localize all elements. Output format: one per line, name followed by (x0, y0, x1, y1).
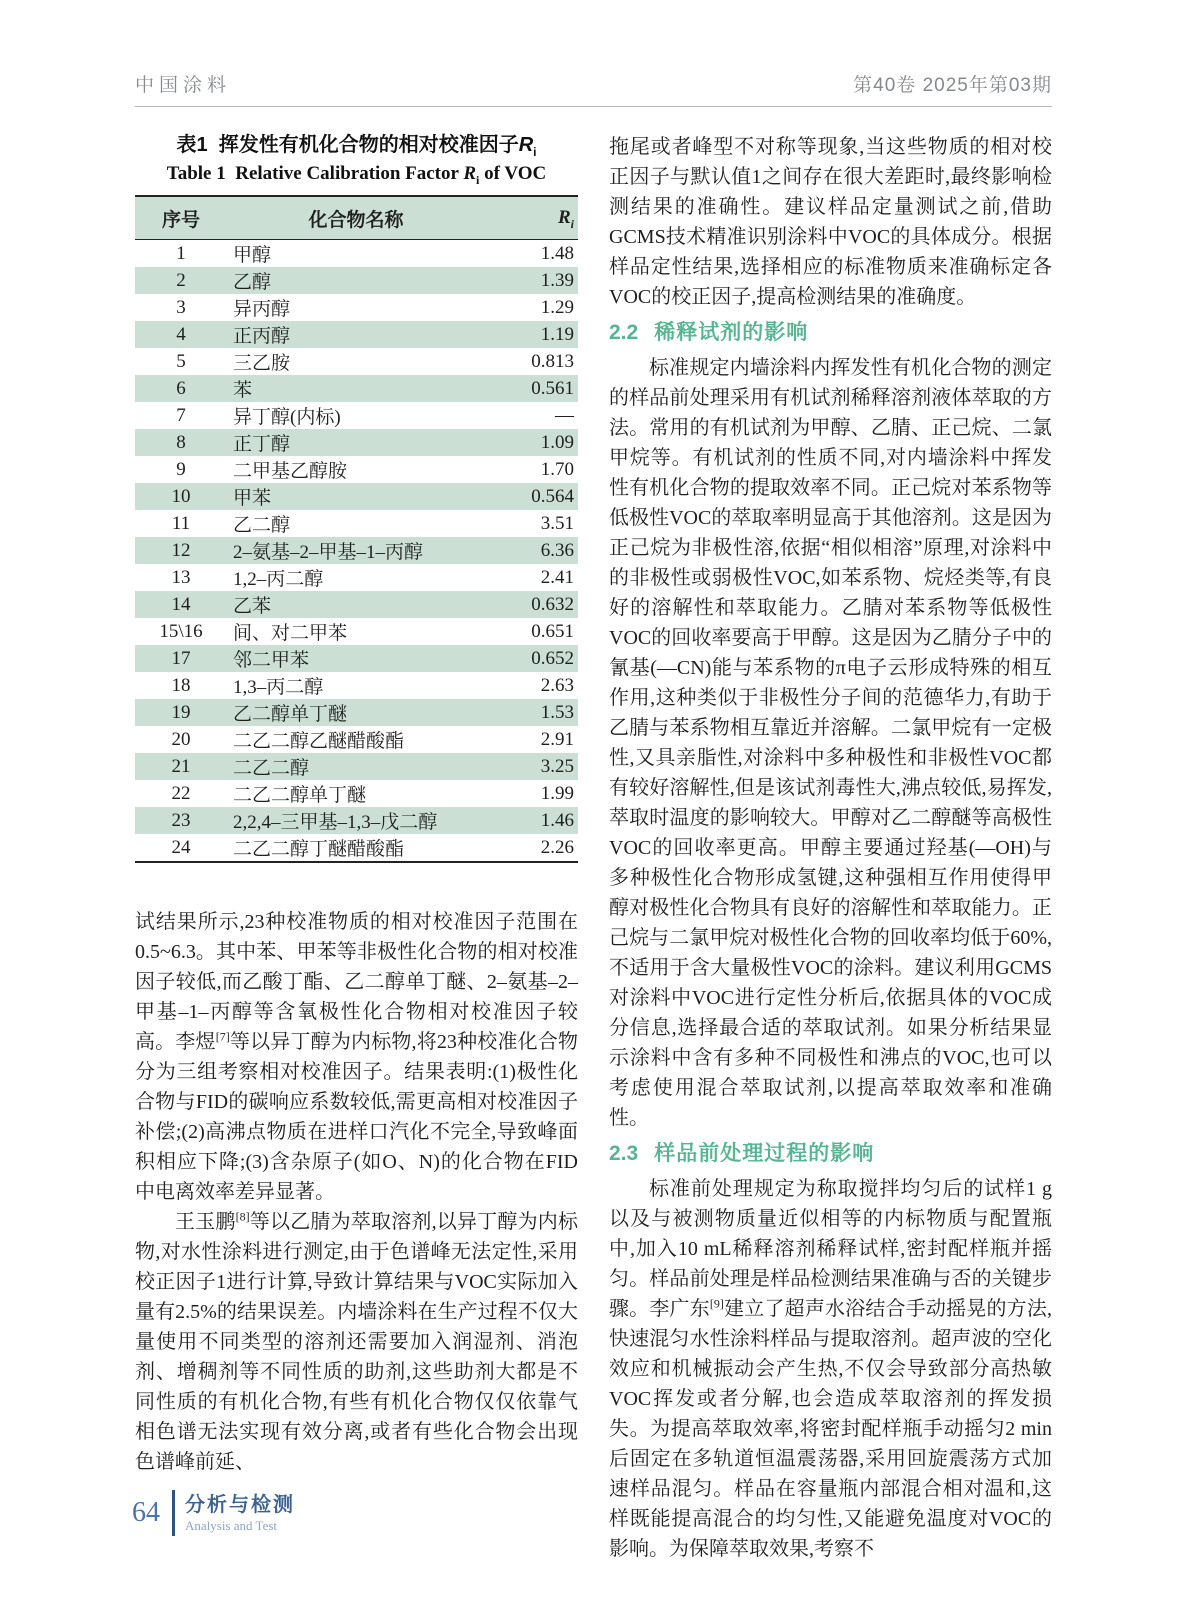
table-row (135, 510, 578, 537)
page-number: 64 (132, 1497, 160, 1528)
cell-name: 乙二醇单丁醚 (233, 704, 348, 725)
cell-name: 乙醇 (233, 272, 272, 293)
cell-name: 二乙二醇丁醚醋酸酯 (233, 839, 405, 860)
cell-ri: 2.91 (540, 728, 574, 750)
footer-column-info (185, 1494, 295, 1533)
cell-no: 23 (171, 809, 191, 831)
table-row (135, 834, 578, 862)
table-row (135, 429, 578, 456)
table-row (135, 402, 578, 429)
table-caption-zh (135, 132, 578, 158)
cell-name: 间、对二甲苯 (233, 623, 348, 644)
col-header-ri-symbol: R (557, 207, 571, 228)
cell-name: 异丁醇(内标) (233, 407, 341, 428)
table-row (135, 348, 578, 375)
cell-no: 3 (176, 296, 186, 318)
cell-name: 二乙二醇乙醚醋酸酯 (233, 731, 405, 752)
cell-ri: 1.09 (540, 431, 574, 453)
cell-no: 15\16 (159, 620, 203, 642)
cell-no: 20 (171, 728, 191, 750)
footer-divider-bar (172, 1490, 175, 1536)
table-header-row (135, 196, 578, 240)
cell-no: 18 (171, 674, 191, 696)
cell-name: 二乙二醇 (233, 758, 310, 779)
table-row (135, 456, 578, 483)
cell-no: 12 (171, 539, 191, 561)
cell-name: 苯 (233, 380, 253, 401)
cell-ri: 1.53 (540, 701, 574, 723)
cell-ri: 0.651 (531, 620, 574, 642)
journal-name: 中国涂料 (135, 75, 232, 96)
symbol-R: R (518, 134, 534, 156)
cell-no: 13 (171, 566, 191, 588)
cell-ri: 3.25 (540, 755, 574, 777)
section-2-3-title: 样品前处理过程的影响 (654, 1142, 875, 1165)
cell-no: 14 (171, 593, 191, 615)
cell-ri: — (555, 404, 574, 426)
cell-no: 1 (176, 242, 186, 264)
col-header-ri-sub: i (570, 216, 574, 231)
cell-ri: 0.632 (531, 593, 574, 615)
section-2-2-title: 稀释试剂的影响 (654, 321, 809, 344)
table-row (135, 591, 578, 618)
cell-ri: 2.41 (540, 566, 574, 588)
cell-ri: 1.99 (540, 782, 574, 804)
col-header-no: 序号 (135, 196, 227, 240)
table-caption-en-text: Table 1 Relative Calibration Factor (166, 163, 464, 184)
table-row (135, 294, 578, 321)
section-heading-2-2 (609, 317, 1052, 349)
table-row (135, 672, 578, 699)
table-row (135, 726, 578, 753)
table-row (135, 375, 578, 402)
cell-no: 24 (171, 836, 191, 858)
cell-ri: 0.564 (531, 485, 574, 507)
col-header-name: 化合物名称 (227, 196, 485, 240)
cell-no: 6 (176, 377, 186, 399)
cell-ri: 2.63 (540, 674, 574, 696)
cell-no: 21 (171, 755, 191, 777)
right-paragraph-3: 标准前处理规定为称取搅拌均匀后的试样1 g以及与被测物质量近似相等的内标物质与配置瓶中,加入10 mL稀释溶剂稀释试样,密封配样瓶并摇匀。样品前处理是样品检测结果准确与否的关键步骤。李广东[9]建立了超声水浴结合手动摇晃的方法,快速混匀水性涂料样品与提取溶剂。超声波的空化效应和机械振动会产生热,不仅会导致部分高热敏VOC挥发或者分解,也会造成萃取溶剂的挥发损失。为提高萃取效率,将密封配样瓶手动摇匀2 min后固定在多轨道恒温震荡器,采用回旋震荡方式加速样品混匀。样品在容量瓶内部混合相对温和,这样既能提高混合的均匀性,又能避免温度对VOC的影响。为保障萃取效果,考察不 (609, 1178, 1053, 1560)
cell-no: 22 (171, 782, 191, 804)
table-row (135, 699, 578, 726)
left-paragraph-1: 试结果所示,23种校准物质的相对校准因子范围在0.5~6.3。其中苯、甲苯等非极性化合物的相对校准因子较低,而乙酸丁酯、乙二醇单丁醚、2–氨基–2–甲基–1–丙醇等含氧极性化合物相对校准因子较高。李煜[7]等以异丁醇为内标物,将23种校准化合物分为三组考察相对校准因子。结果表明:(1)极性化合物与FID的碳响应系数较低,需更高相对校准因子补偿;(2)高沸点物质在进样口汽化不完全,导致峰面积相应下降;(3)含杂原子(如O、N)的化合物在FID中电离效率差异显著。 (135, 911, 579, 1203)
table-row (135, 483, 578, 510)
cell-ri: 1.39 (540, 269, 574, 291)
table-row (135, 618, 578, 645)
section-2-3-number: 2.3 (609, 1142, 639, 1165)
cell-no: 19 (171, 701, 191, 723)
cell-name: 三乙胺 (233, 353, 291, 374)
left-column (135, 132, 578, 1564)
cell-ri: 6.36 (540, 539, 574, 561)
cell-no: 7 (176, 404, 186, 426)
cell-no: 8 (176, 431, 186, 453)
table-row (135, 537, 578, 564)
footer-section-zh: 分析与检测 (185, 1493, 295, 1516)
cell-no: 10 (171, 485, 191, 507)
cell-no: 17 (171, 647, 191, 669)
table-row (135, 807, 578, 834)
cell-name: 乙二醇 (233, 515, 291, 536)
running-head (135, 70, 1052, 107)
table-caption-en-suffix: of VOC (479, 163, 547, 184)
table-row (135, 240, 578, 268)
cell-name: 2–氨基–2–甲基–1–丙醇 (233, 542, 424, 563)
right-paragraph-2: 标准规定内墙涂料内挥发性有机化合物的测定的样品前处理采用有机试剂稀释溶剂液体萃取的方法。常用的有机试剂为甲醇、乙腈、正己烷、二氯甲烷等。有机试剂的性质不同,对内墙涂料中挥发性有机化合物的提取效率不同。正己烷对苯系物等低极性VOC的萃取率明显高于其他溶剂。这是因为正己烷为非极性溶,依据“相似相溶”原理,对涂料中的非极性或弱极性VOC,如苯系物、烷烃类等,有良好的溶解性和萃取能力。乙腈对苯系物等低极性VOC的回收率要高于甲醇。这是因为乙腈分子中的氰基(—CN)能与苯系物的π电子云形成特殊的相互作用,这种类似于非极性分子间的范德华力,有助于乙腈与苯系物相互靠近并溶解。二氯甲烷有一定极性,又具亲脂性,对涂料中多种极性和非极性VOC都有较好溶解性,但是该试剂毒性大,沸点较低,易挥发,萃取时温度的影响较大。甲醇对乙二醇醚等高极性VOC的回收率更高。甲醇主要通过羟基(—OH)与多种极性化合物形成氢键,这种强相互作用使得甲醇对极性化合物具有良好的溶解性和萃取能力。正己烷与二氯甲烷对极性化合物的回收率均低于60%,不适用于含大量极性VOC的涂料。建议利用GCMS对涂料中VOC进行定性分析后,依据具体的VOC成分信息,选择最合适的萃取试剂。如果分析结果显示涂料中含有多种不同极性和沸点的VOC,也可以考虑使用混合萃取试剂,以提高萃取效率和准确性。 (609, 357, 1052, 1129)
cell-name: 正丙醇 (233, 326, 291, 347)
table-row (135, 267, 578, 294)
left-paragraph-2: 王玉鹏[8]等以乙腈为萃取溶剂,以异丁醇为内标物,对水性涂料进行测定,由于色谱峰无法定性,采用校正因子1进行计算,导致计算结果与VOC实际加入量有2.5%的结果误差。内墙涂料在生产过程不仅大量使用不同类型的溶剂还需要加入润湿剂、消泡剂、增稠剂等不同性质的助剂,这些助剂大都是不同性质的有机化合物,有些有机化合物仅仅依靠气相色谱无法实现有效分离,或者有些化合物会出现色谱峰前延、 (135, 1209, 579, 1473)
table-row (135, 564, 578, 591)
cell-no: 9 (176, 458, 186, 480)
cell-ri: 0.652 (531, 647, 574, 669)
table-row (135, 321, 578, 348)
cell-name: 乙苯 (233, 596, 272, 617)
cell-name: 二甲基乙醇胺 (233, 461, 348, 482)
cell-no: 11 (171, 512, 191, 534)
page-footer (132, 1490, 295, 1536)
cell-no: 2 (176, 269, 186, 291)
cell-name: 甲醇 (233, 245, 272, 266)
symbol-R-en: R (463, 163, 477, 184)
table-caption-zh-text: 表1 挥发性有机化合物的相对校准因子 (176, 134, 519, 156)
footer-section-en: Analysis and Test (185, 1517, 278, 1533)
voc-calibration-table (135, 195, 578, 863)
cell-name: 2,2,4–三甲基–1,3–戊二醇 (233, 812, 438, 833)
voc-table-body (135, 240, 578, 863)
cell-no: 5 (176, 350, 186, 372)
table-caption-en (135, 160, 578, 188)
cell-ri: 2.26 (540, 836, 574, 858)
table-row (135, 753, 578, 780)
section-2-2-number: 2.2 (609, 321, 639, 344)
cell-ri: 3.51 (540, 512, 574, 534)
cell-ri: 1.48 (540, 242, 574, 264)
cell-ri: 0.561 (531, 377, 574, 399)
table-row (135, 645, 578, 672)
cell-ri: 0.813 (531, 350, 574, 372)
col-header-ri (485, 196, 578, 240)
cell-ri: 1.46 (540, 809, 574, 831)
cell-ri: 1.70 (540, 458, 574, 480)
cell-name: 邻二甲苯 (233, 650, 310, 671)
right-paragraph-1: 拖尾或者峰型不对称等现象,当这些物质的相对校正因子与默认值1之间存在很大差距时,最终影响检测结果的准确性。建议样品定量测试之前,借助GCMS技术精准识别涂料中VOC的具体成分。根据样品定性结果,选择相应的标准物质来准确标定各VOC的校正因子,提高检测结果的准确度。 (609, 136, 1052, 308)
symbol-R-en-sub: i (476, 172, 480, 187)
cell-name: 1,2–丙二醇 (233, 569, 324, 590)
cell-name: 异丙醇 (233, 299, 291, 320)
cell-name: 1,3–丙二醇 (233, 677, 324, 698)
cell-ri: 1.29 (540, 296, 574, 318)
section-heading-2-3 (609, 1138, 1052, 1170)
right-column (609, 132, 1052, 1564)
cell-no: 4 (176, 323, 186, 345)
table-row (135, 780, 578, 807)
cell-ri: 1.19 (540, 323, 574, 345)
cell-name: 二乙二醇单丁醚 (233, 785, 367, 806)
page-content (135, 132, 1052, 1564)
symbol-R-sub: i (533, 145, 537, 159)
issue-info: 第40卷 2025年第03期 (853, 75, 1052, 96)
cell-name: 甲苯 (233, 488, 272, 509)
cell-name: 正丁醇 (233, 434, 291, 455)
voc-table-head (135, 196, 578, 240)
